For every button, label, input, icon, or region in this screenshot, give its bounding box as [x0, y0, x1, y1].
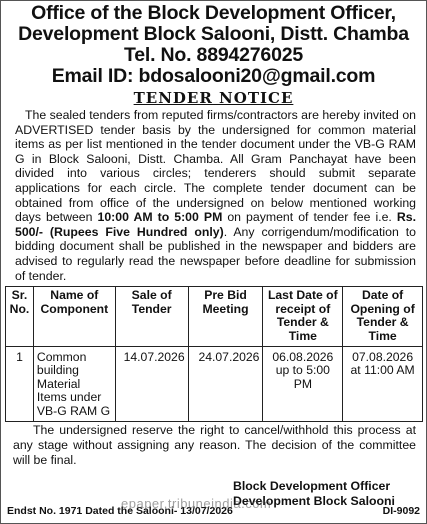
telephone-number: Tel. No. 8894276025	[123, 44, 304, 66]
signature-designation: Block Development Officer	[233, 479, 391, 494]
cell-prebid-date: 24.07.2026	[188, 346, 263, 422]
endorsement-number: Endst No. 1971 Dated the Salooni- 13/07/2026	[7, 505, 233, 517]
body-part3: . Any corrigendum/modification to bidding document shall be published in the newspaper and bidders are advised to regularly read the newspaper before deadline for submission of tender.	[15, 224, 416, 283]
signature-office: Development Block Salooni	[233, 494, 395, 509]
header-component: Name of Component	[33, 287, 115, 346]
email-id: Email ID: bdosalooni20@gmail.com	[51, 65, 376, 87]
di-code: DI-9092	[382, 505, 420, 517]
header-sr-no: Sr. No.	[6, 287, 34, 346]
cell-component: Common building Material Items under VB-G RAM G	[33, 346, 115, 422]
notice-title: TENDER NOTICE	[133, 89, 294, 107]
closing-statement: The undersigned reserve the right to cancel/withhold this process at any stage without assigning any reason. The decision of the committee will be final.	[13, 423, 416, 467]
office-title-line1: Office of the Block Development Officer,	[31, 2, 396, 24]
watermark: epaper.tribuneindia.com	[121, 496, 272, 511]
cell-last-date: 06.08.2026 up to 5:00 PM	[263, 346, 343, 422]
body-part1: The sealed tenders from reputed firms/contractors are hereby invited on ADVERTISED tender basis by the undersigned for common material items as per list mentioned in the tender document under the VB-G RAM G in Block Salooni, Distt. Chamba. All Gram Panchayat have been divided into various circles; tenderers should submit separate applications for each circle. The complete tender document can be obtained from office of the undersigned on below mentioned working days between	[15, 108, 416, 225]
tender-fee: Rs. 500/- (Rupees Five Hundred only)	[15, 210, 416, 239]
header-prebid: Pre Bid Meeting	[188, 287, 263, 346]
cell-sale-date: 14.07.2026	[115, 346, 188, 422]
header-opening: Date of Opening of Tender & Time	[343, 287, 423, 346]
cell-opening-date: 07.08.2026 at 11:00 AM	[343, 346, 423, 422]
body-part2: on payment of tender fee i.e.	[222, 210, 397, 225]
header-sale: Sale of Tender	[115, 287, 188, 346]
table-header-row	[6, 287, 423, 346]
notice-body	[1, 107, 426, 283]
cell-sr-no: 1	[6, 346, 34, 422]
working-hours: 10:00 AM to 5:00 PM	[97, 210, 223, 225]
table-row	[6, 346, 423, 422]
office-title-line2: Development Block Salooni, Distt. Chamba	[18, 23, 409, 45]
header-last-date: Last Date of receipt of Tender & Time	[263, 287, 343, 346]
tender-schedule-table	[5, 286, 423, 422]
